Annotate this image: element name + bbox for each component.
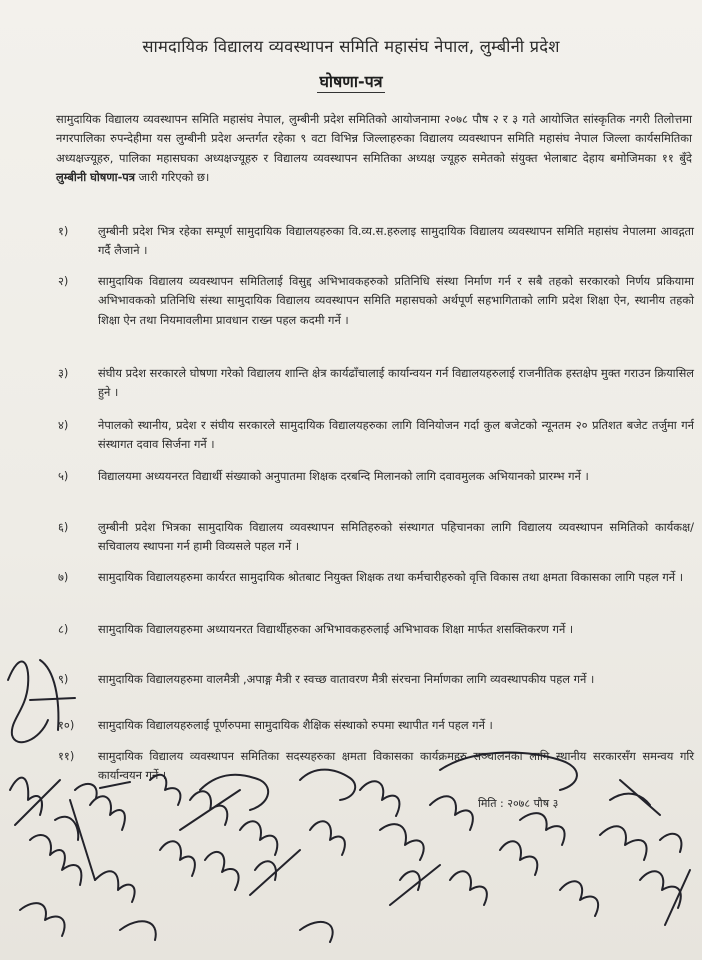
signature-scribble <box>30 660 75 730</box>
item-number: ९) <box>58 672 69 686</box>
item-number: २) <box>58 274 69 288</box>
item-text: सामुदायिक विद्यालय व्यवस्थापन समितिका सदस्यहरुका क्षमता विकासका कार्यक्रमहरु सञ्चालनका लागि स्थानीय सरकारसँग समन्वय गरि कार्यान्वयन गर्ने । <box>98 749 694 783</box>
item-number: ४) <box>58 418 69 432</box>
signature-scribble <box>500 841 537 875</box>
signature-scribble <box>430 796 473 830</box>
signature-scribble <box>310 821 345 855</box>
item-text: सामुदायिक विद्यालयहरुमा कार्यरत सामुदायिक श्रोतबाट नियुक्त शिक्षक तथा कर्मचारीहरुको वृत्ति विकास तथा क्षमता विकासका लागि पहल गर्ने । <box>98 570 684 584</box>
item-text: विद्यालयमा अध्ययनरत विद्यार्थी संख्याको अनुपातमा शिक्षक दरबन्दि मिलानको लागि दवावमुलक अभियानको प्रारम्भ गर्ने । <box>98 469 589 483</box>
document-title-text: घोषणा-पत्र <box>319 72 383 91</box>
signature-scribble <box>450 871 487 905</box>
item-number: ६) <box>58 520 69 534</box>
organization-title: सामदायिक विद्यालय व्यवस्थापन समिति महासंघ नेपाल, लुम्बीनी प्रदेश <box>142 37 560 56</box>
signature-scribble <box>10 778 60 825</box>
signature-scribble <box>600 826 647 860</box>
signature-scribble <box>150 775 180 805</box>
signature-scribble <box>8 661 48 742</box>
item-text: लुम्बीनी प्रदेश भित्र रहेका सम्पूर्ण सामुदायिक विद्यालयहरुका वि.व्य.स.हरुलाइ सामुदायिक विद्यालय व्यवस्थापन समिति महासंघ नेपालमा आवद्गता गर्दै लैजाने । <box>98 224 694 258</box>
item-number: ३) <box>58 366 69 380</box>
item-number: ७) <box>58 570 69 584</box>
signature-scribble <box>120 921 333 942</box>
signature-scribble <box>95 871 135 902</box>
item-number: १०) <box>58 718 75 732</box>
signature-scribble <box>240 821 277 855</box>
signature-scribble <box>440 753 577 790</box>
signature-scribble <box>55 800 95 880</box>
signature-scribble <box>300 770 355 800</box>
item-number: ११) <box>58 749 75 763</box>
intro-tail-text: जारी गरिएको छ। <box>135 170 210 185</box>
item-text: लुम्बीनी प्रदेश भित्रका सामुदायिक विद्यालय व्यवस्थापन समितिहरुको संस्थागत पहिचानका लागि विद्यालय व्यवस्थापन समितिको कार्यकक्ष/सचिवालय स्थापना गर्न हामी विव्यसले पहल गर्ने । <box>98 520 694 554</box>
signature-scribble <box>560 881 598 916</box>
signature-scribble <box>160 841 195 876</box>
item-text: सामुदायिक विद्यालयहरुमा अध्यायनरत विद्यार्थीहरुका अभिभावकहरुलाई अभिभावक शिक्षा मार्फत शसक्तिकरण गर्ने । <box>98 622 574 636</box>
signature-scribble <box>360 781 399 816</box>
signature-scribble <box>250 850 300 895</box>
item-number: ५) <box>58 469 69 483</box>
item-text: सामुदायिक विद्यालय व्यवस्थापन समितिलाई विसुद्द अभिभावकहरुको प्रतिनिधि संस्था निर्माण गर्न र सबै तहको सरकारको निर्णय प्रकियामा अभिभावकको प्रतिनिधि संस्था सामुदायिक विद्यालय व्यवस्थापन समिति महासघको अर्थपूर्ण सहभागिताको लागि प्रदेश शिक्षा ऐन, स्थानीय तहको शिक्षा ऐन तथा नियमावलीमा प्रावधान राख्न पहल कदमी गर्ने । <box>98 274 694 327</box>
item-number: १) <box>58 224 69 238</box>
signature-scribble <box>380 824 424 860</box>
item-text: संघीय प्रदेश सरकारले घोषणा गरेको विद्यालय शान्ति क्षेत्र कार्यढाँचालाई कार्यान्वयन गर्न विद्यालयहरुलाई राजनीतिक हस्तक्षेप मुक्त गराउन क्रियासिल हुने । <box>98 366 694 400</box>
signatures-area <box>0 640 702 960</box>
signature-scribble <box>660 834 690 925</box>
intro-text: सामुदायिक विद्यालय व्यवस्थापन समिति महासंघ नेपाल, लुम्बीनी प्रदेश समितिको आयोजनामा २०७८ पौष २ र ३ गते आयोजित सांस्कृतिक नगरी तिलोत्तमा नगरपालिका रुपन्देहीमा यस लुम्बीनी प्रदेश अन्तर्गत रहेका ९ वटा विभिन्न जिल्लाहरुका विद्यालय व्यवस्थापन समिति महासंघ नेपाल जिल्ला कार्यसमितिका अध्यक्षज्यूहरु, पालिका महासघका अध्यक्षज्यूहरु र विद्यालय व्यवस्थापन समितिका अध्यक्ष ज्यूहरु समेतको संयुक्त भेलाबाट देहाय बमोजिमका ११ बुँदे <box>56 112 692 165</box>
signature-scribble <box>180 790 240 830</box>
signature-scribble <box>610 780 660 815</box>
intro-paragraph <box>56 110 692 188</box>
item-number: ८) <box>58 622 69 636</box>
signature-scribble <box>90 796 125 830</box>
item-text: सामुदायिक विद्यालयहरुमा वालमैत्री ,अपाङ्ग मैत्री र स्वच्छ वातावरण मैत्री संरचना निर्माणका लागि व्यवस्थापकीय पहल गर्ने । <box>98 672 595 686</box>
signature-scribble <box>20 903 65 936</box>
signature-scribble <box>520 813 565 845</box>
signature-scribble <box>30 835 81 885</box>
intro-bold-text: लुम्बीनी घोषणा-पत्र <box>56 170 136 185</box>
item-text: सामुदायिक विद्यालयहरुलाई पूर्णरुपमा सामुदायिक शैक्षिक संस्थाको रुपमा स्थापीत गर्न पहल गर्ने । <box>98 718 493 732</box>
signature-scribble <box>205 852 239 890</box>
signature-scribble <box>390 865 440 905</box>
document-title <box>0 70 702 92</box>
item-text: नेपालको स्थानीय, प्रदेश र संघीय सरकारले सामुदायिक विद्यालयहरुका लागि विनियोजन गर्दा कुल बजेटको न्यूनतम २० प्रतिशत बजेट तर्जुमा गर्न संस्थागत दवाव सिर्जना गर्ने । <box>98 418 694 452</box>
document-date: मिति : २०७८ पौष ३ <box>478 797 559 810</box>
